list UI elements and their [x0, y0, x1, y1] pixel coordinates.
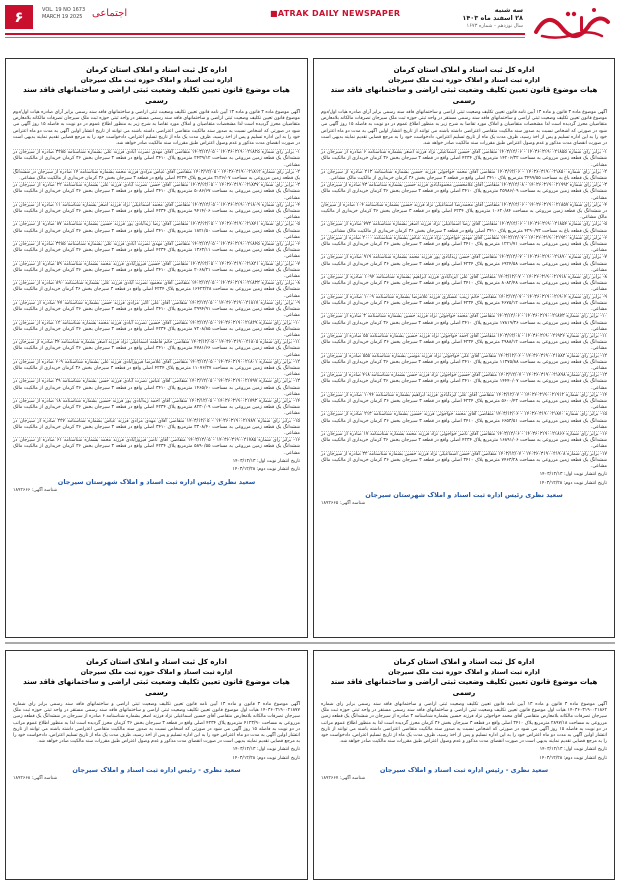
notice-entry: ۱۳- برابر رای شماره ۱۴۰۳۶۰۳۱۹۰۰۲۱۸۹۸ - ۱۴۰۳/۱۲/۰۷ متقاضی آقای حسین خواجوئی نژاد فرزند حسن بشماره شناسنامه ۴۱۸ صادره از سیرجان در ششدانگ یک قطعه زمین مزروعی به مساحت ۱۴۴۴۰/۰۷ مترمربع پلاک ۳۴۱۰ اصلی واقع در قطعه ۳ سیرجان بخش ۳۶ کرمان خریداری از مالکیت مالک مشاعی.: [321, 373, 607, 391]
publish-date-second: تاریخ انتشار نوبت دوم: ۱۴۰۳/۱۲/۲۸: [539, 755, 607, 761]
issue-date-en: MARCH 19 2025: [42, 14, 83, 20]
publish-date-second: تاریخ انتشار نوبت دوم: ۱۴۰۳/۱۲/۲۸: [232, 467, 300, 473]
notice-headline: هیات موضوع قانون تعیین تکلیف وضعیت ثبتی اراضی و ساختمانهای فاقد سند رسمی: [23, 86, 290, 105]
page-number: ۶: [5, 5, 33, 29]
notice-entry: ۵- برابر رای شماره ۱۴۰۳۶۰۳۱۹۰۰۲۱۸۴۱ - ۱۴۰۳/۱۲/۰۵ متقاضی آقای رضا زیدآبادی پور فرزند حسین بشماره شناسنامه ۸۷ صادره از سیرجان در ششدانگ یک قطعه زمین مزروعی به مساحت ۱۸۲۱/۵۰ مترمربع پلاک ۳۴۱۰ اصلی واقع در قطعه ۳ سیرجان بخش ۳۶ کرمان خریداری از مالکیت مالک مشاعی.: [13, 222, 300, 240]
notice-entry: ۱۰- برابر رای شماره ۱۴۰۳۶۰۳۱۹۰۰۲۱۸۲۹ - ۱۴۰۳/۱۲/۰۵ متقاضی آقای حسین نصرت آبادی فرزند محمد بشماره شناسنامه ۱۲ صادره از سیرجان در ششدانگ یک قطعه زمین مزروعی به مساحت ۷۲۰۸/۸۵ مترمربع پلاک ۴۲۳۴ اصلی واقع در قطعه ۳ سیرجان بخش ۳۶ کرمان خریداری از مالکیت مالک مشاعی.: [13, 320, 300, 338]
notice-entry: ۷- برابر رای شماره ۱۴۰۳۶۰۳۱۹۰۰۲۱۸۹۰ - ۱۴۰۳/۱۲/۰۷ متقاضی آقای حسن زیدآبادی پور فرزند محمد بشماره شناسنامه ۹۱۹ صادره از سیرجان در ششدانگ یک قطعه زمین مزروعی به مساحت ۶۹۲۴/۵۸ مترمربع پلاک ۴۲۳۴ اصلی واقع در قطعه ۳ سیرجان بخش ۳۶ کرمان خریداری از مالکیت مالک مشاعی.: [321, 255, 607, 273]
notice-intro: آگهی موضوع ماده ۳ قانون و ماده ۱۳ آیین نامه قانون تعیین تکلیف وضعیت ثبتی اراضی و ساختمانهای فاقد سند رسمی برابر آرای صادره هیات اول/دوم موضوع قانون تعیین تکلیف وضعیت ثبتی اراضی و ساختمانهای فاقد سند رسمی مستقر در واحد ثبتی حوزه ثبت ملک سیرجان تصرفات مالکانه بلامعارض متقاضیان محرز گردیده است لذا مشخصات متقاضیان و املاک مورد تقاضا به شرح زیر به منظور اطلاع عموم در دو نوبت به فاصله ۱۵ روز آگهی می شود در صورتی که اشخاص نسبت به صدور سند مالکیت متقاضی اعتراضی داشته باشند می توانند از تاریخ انتشار اولین آگهی به مدت دو ماه اعتراض خود را به این اداره تسلیم و پس از اخذ رسید، ظرف مدت یک ماه از تاریخ تسلیم اعتراض، دادخواست خود را به مرجع قضایی تقدیم نمایند بدیهی است در صورت انقضای مدت مذکور و عدم وصول اعتراض طبق مقررات سند مالکیت صادر خواهد شد.: [13, 110, 301, 147]
volume-info: [42, 7, 85, 21]
notice-entry: ۱- برابر رای شماره ۱۴۰۳۶۰۳۱۹۰۰۲۱۸۵۵ - ۱۴۰۳/۱۲/۰۶ متقاضی آقای حسین اسماعیلی نژاد فرزند اصغر بشماره شناسنامه ۶ صادره از سیرجان در ششدانگ یک قطعه زمین مزروعی به مساحت ۱۴۲۰۶/۳۲ مترمربع پلاک ۴۲۳۴ اصلی واقع در قطعه ۳ سیرجان بخش ۳۶ کرمان خریداری از مالکیت مالک مشاعی.: [321, 150, 607, 168]
notice-headline: هیات موضوع قانون تعیین تکلیف وضعیت ثبتی اراضی و ساختمانهای فاقد سند رسمی: [330, 678, 598, 697]
atrak-logo: [528, 2, 614, 44]
publish-date-first: تاریخ انتشار نوبت اول: ۱۴۰۳/۱۲/۱۳: [232, 747, 300, 753]
notice-office: اداره ثبت اسناد و املاک حوزه ثبت ملک سیرجان: [80, 76, 233, 84]
publish-date-first: تاریخ انتشار نوبت اول: ۱۴۰۳/۱۲/۱۳: [232, 458, 300, 464]
notice-entry: ۱۴- برابر رای شماره ۱۴۰۳۶۰۳۱۹۰۰۲۱۹۱۲ - ۱۴۰۳/۱۲/۰۷ متقاضی آقای علی ایزدآبادی فرزند ابراهیم بشماره شناسنامه ۱۰۹۴ صادره از سیرجان در ششدانگ یک قطعه زمین مزروعی به مساحت ۵۶۰۰/۴۳ مترمربع پلاک ۴۲۳۴ اصلی واقع در قطعه ۳ سیرجان بخش ۳۶ کرمان خریداری از مالکیت مالک مشاعی.: [321, 392, 607, 411]
notice-headline: هیات موضوع قانون تعیین تکلیف وضعیت ثبتی اراضی و ساختمانهای فاقد سند رسمی: [330, 86, 598, 105]
notice-entry: ۵- برابر رای شماره ۱۴۰۳۶۰۳۱۹۰۰۲۱۸۵۴ - ۱۴۰۳/۱۲/۰۶ متقاضی آقای رضا اسماعیلی نژاد فرزند اصغر بشماره شناسنامه ۷۷۳ صادره از سیرجان در ششدانگ یک قطعه باغ به مساحت ۴۲۹۰/۹۳ مترمربع پلاک ۳۴۱۰ اصلی واقع در قطعه ۳ سیرجان بخش ۳۶ کرمان خریداری از مالکیت مالک مشاعی.: [321, 222, 607, 234]
notice-entry: ۶- برابر رای شماره ۱۴۰۳۶۰۳۱۹۰۰۲۱۸۴۵ - ۱۴۰۳/۱۲/۰۵ متقاضی آقای مهدی نصرت آبادی فرزند علی بشماره شناسنامه ۳۲۸۵ صادره از سیرجان در ششدانگ یک قطعه زمین مزروعی به مساحت ۱۳۶۳/۱۱ مترمربع پلاک ۴۲۳۴ اصلی واقع در قطعه ۳ سیرجان بخش ۳۶ کرمان خریداری از مالکیت مالک مشاعی.: [13, 242, 300, 260]
notice-organization: اداره کل ثبت اسناد و املاک استان کرمان: [393, 658, 535, 666]
notice-entry: ۱۶- برابر رای شماره ۱۴۰۳۶۰۳۱۹۰۰۲۱۸۶۶ - ۱۴۰۳/۱۲/۰۶ متقاضی آقای ناصر خواجوئی نژاد فرزند محمد بشماره شناسنامه ۱۷ صادره از سیرجان در ششدانگ یک قطعه زمین مزروعی به مساحت ۱۶۸۹۱/۰۶ مترمربع پلاک ۴۲۳۴ اصلی واقع در قطعه ۳ سیرجان بخش ۳۶ کرمان خریداری از مالکیت مالک مشاعی.: [321, 431, 607, 450]
notice-ad-id: شناسه آگهی: ۱۸۹۲۶۶۵: [321, 500, 366, 506]
notice-entry: ۹- برابر رای شماره ۱۴۰۳۶۰۳۱۹۰۰۲۱۸۱۷ - ۱۴۰۳/۱۲/۰۵ متقاضی آقای علی اکبر مرادی فرزند حسن بشماره شناسنامه ۴۷ صادره از سیرجان در ششدانگ یک قطعه زمین مزروعی به مساحت ۳۹۹۴/۹۱ مترمربع پلاک ۳۴۱۰ اصلی واقع در قطعه ۳ سیرجان بخش ۳۶ کرمان خریداری از مالکیت مالک مشاعی.: [13, 300, 300, 319]
issue-number: سال نوزدهم - شماره ۱۶۷۳: [466, 23, 523, 29]
publish-date-first: تاریخ انتشار نوبت اول: ۱۴۰۳/۱۲/۱۳: [539, 472, 607, 478]
issue-date: ۲۸ اسفند ماه ۱۴۰۳: [462, 14, 523, 22]
notice-bottom-right: [313, 650, 615, 880]
notice-signature: سعید نظری رئیس اداره ثبت اسناد و املاک شهرستان سیرجان: [365, 490, 563, 499]
newspaper-name: ■ATRAK DAILY NEWSPAPER: [270, 9, 401, 18]
notice-entry: ۹- برابر رای شماره ۱۴۰۳۶۰۳۱۹۰۰۲۱۹۰۴ - ۱۴۰۳/۱۲/۰۷ متقاضی خانم زینب عسکری فرزند غلامرضا بشماره شناسنامه ۱۰۰۹ صادره از سیرجان در ششدانگ یک قطعه زمین مزروعی به مساحت ۴۶۷۵/۱۲ مترمربع پلاک ۴۲۳۴ اصلی واقع در قطعه ۳ سیرجان بخش ۳۶ کرمان خریداری از مالکیت مالک مشاعی.: [321, 294, 607, 313]
notice-entry: ۶- برابر رای شماره ۱۴۰۳۶۰۳۱۹۰۰۲۱۹۲۰ - ۱۴۰۳/۱۲/۰۷ متقاضی آقای مهدی خواجوئی نژاد فرزند عباس بشماره شناسنامه ۲۰۰۰ صادره از سیرجان در ششدانگ یک قطعه زمین مزروعی به مساحت ۱۲۲۱/۷۱ مترمربع پلاک ۳۴۱۰ اصلی واقع در قطعه ۳ سیرجان بخش ۳۶ کرمان خریداری از مالکیت مالک مشاعی.: [321, 235, 607, 254]
notice-intro: آگهی موضوع ماده ۳ قانون و ماده ۱۳ آیین نامه قانون تعیین تکلیف وضعیت ثبتی اراضی و ساختمانهای فاقد سند رسمی برابر رای شماره ۱۴۰۳۶۰۳۱۹۰۰۲۱۸۶۲ هیات اول موضوع قانون تعیین تکلیف وضعیت ثبتی اراضی و ساختمانهای فاقد سند رسمی مستقر در واحد ثبتی حوزه ثبت ملک سیرجان تصرفات مالکانه بلامعارض متقاضی آقای محمد خواجوئی نژاد فرزند حسین بشماره شناسنامه ۳ صادره از سیرجان در ششدانگ یک قطعه زمین مزروعی به مساحت ۲۸۹۷/۱۸ مترمربع پلاک ۳۴۱۰ اصلی واقع در قطعه ۳ سیرجان بخش ۳۶ کرمان محرز گردیده است لذا به منظور اطلاع عموم مراتب در دو نوبت به فاصله ۱۵ روز آگهی می شود در صورتی که اشخاص نسبت به صدور سند مالکیت متقاضی اعتراضی داشته باشند می توانند از تاریخ انتشار اولین آگهی به مدت دو ماه اعتراض خود را به این اداره تسلیم و پس از اخذ رسید، ظرف مدت یک ماه از تاریخ تسلیم اعتراض، دادخواست خود را به مرجع قضایی تقدیم نمایند بدیهی است در صورت انقضای مدت مذکور و عدم وصول اعتراض طبق مقررات سند مالکیت صادر خواهد شد.: [321, 702, 607, 745]
notice-entry: ۱۷- برابر رای شماره ۱۴۰۳۶۰۳۱۹۰۰۲۱۹۰۸ - ۱۴۰۳/۱۲/۰۷ متقاضی آقای حسن اسماعیلی نژاد فرزند حسین بشماره شناسنامه ۳۲ صادره از سیرجان در ششدانگ یک قطعه زمین مزروعی به مساحت ۷۴۶۳/۲۸ مترمربع پلاک ۳۴۱۰ اصلی واقع در قطعه ۳ سیرجان بخش ۳۶ کرمان خریداری از مالکیت مالک مشاعی.: [321, 451, 607, 469]
masthead: [0, 0, 620, 52]
notice-top-left: [5, 58, 308, 638]
notice-entry: ۱۵- برابر رای شماره ۱۴۰۳۶۰۳۱۹۰۰۲۱۷۸۹ - ۱۴۰۳/۱۲/۰۵ متقاضی آقای مهدی مرادی فرزند عباس بشماره شناسنامه ۲۲۷ صادره از سیرجان در ششدانگ یک قطعه زمین مزروعی به مساحت ۳۳۰۸/۴۰ مترمربع پلاک ۳۴۱۰ اصلی واقع در قطعه ۳ سیرجان بخش ۳۶ کرمان خریداری از مالکیت مالک مشاعی.: [13, 418, 300, 436]
notice-entry: ۳- برابر رای شماره ۱۴۰۳۶۰۳۱۹۰۰۲۱۹۹۲ - ۱۴۰۳/۱۲/۰۸ متقاضی آقای غلامحسین محمودآبادی فرزند حسین بشماره شناسنامه ۴۳ صادره از سیرجان در ششدانگ یک قطعه زمین مزروعی به مساحت ۲۵۹۸۶/۰۹ مترمربع پلاک ۳۴۱۰ اصلی واقع در قطعه ۳ سیرجان بخش ۳۶ کرمان خریداری از مالکیت مالک مشاعی.: [321, 183, 607, 201]
notice-ad-id: شناسه آگهی: ۱۸۹۲۶۶۷: [321, 776, 366, 782]
notice-entry: ۱- برابر رای شماره ۱۴۰۳۶۰۳۱۹۰۰۲۱۸۲۵ - ۱۴۰۳/۱۲/۰۵ متقاضی آقای مهدی نصرت آبادی فرزند علی بشماره شناسنامه ۳۲۸۵ صادره از سیرجان در ششدانگ یک قطعه زمین مزروعی به مساحت ۲۴۳۹/۱۲ مترمربع پلاک ۳۴۱۰ اصلی واقع در قطعه ۳ سیرجان بخش ۳۶ کرمان خریداری از مالکیت مالک مشاعی.: [13, 150, 300, 168]
notice-office: اداره ثبت اسناد و املاک حوزه ثبت ملک سیرجان: [388, 76, 540, 84]
notice-entry: ۱۲- برابر رای شماره ۱۴۰۳۶۰۳۱۹۰۰۲۱۸۸۲ - ۱۴۰۳/۱۲/۰۶ متقاضی آقای علی خواجوئی نژاد فرزند موسی بشماره شناسنامه ۵۵۵ صادره از سیرجان در ششدانگ یک قطعه زمین مزروعی به مساحت ۱۱۳۷۵/۸۸ مترمربع پلاک ۳۴۱۰ اصلی واقع در قطعه ۳ سیرجان بخش ۳۶ کرمان خریداری از مالکیت مالک مشاعی.: [321, 353, 607, 371]
notice-organization: اداره کل ثبت اسناد و املاک استان کرمان: [86, 66, 227, 74]
publish-date-first: تاریخ انتشار نوبت اول: ۱۴۰۳/۱۲/۱۳: [539, 747, 607, 753]
notice-entry: ۷- برابر رای شماره ۱۴۰۳۶۰۳۱۹۰۰۲۱۸۲۱ - ۱۴۰۳/۱۲/۰۵ متقاضی آقای حسین فیروزآبادی فرزند محمد بشماره شناسنامه ۵۹ صادره از سیرجان در ششدانگ یک قطعه زمین مزروعی به مساحت ۲۰۶۸/۲۱ مترمربع پلاک ۳۴۱۰ اصلی واقع در قطعه ۳ سیرجان بخش ۳۶ کرمان خریداری از مالکیت مالک مشاعی.: [13, 261, 300, 280]
notice-entry: ۳- برابر رای شماره ۱۴۰۳۶۰۳۱۹۰۰۲۱۸۳۷ - ۱۴۰۳/۱۲/۰۵ متقاضی آقای حسن نصرت آبادی فرزند علی بشماره شناسنامه ۲۲ صادره از سیرجان در ششدانگ یک قطعه زمین مزروعی به مساحت ۵۰۸۶/۶۷ مترمربع پلاک ۳۴۱۰ اصلی واقع در قطعه ۳ سیرجان بخش ۳۶ کرمان خریداری از مالکیت مالک مشاعی.: [13, 183, 300, 201]
notice-ad-id: شناسه آگهی: ۱۸۹۲۶۶۶: [13, 487, 58, 493]
notice-entry: ۴- برابر رای شماره ۱۴۰۳۶۰۳۱۹۰۰۲۱۸۵۷ - ۱۴۰۳/۱۲/۰۶ متقاضی آقای محمدرضا اسماعیلی نژاد فرزند حسین بشماره شناسنامه ۱۰۴ صادره از سیرجان در ششدانگ یک قطعه زمین مزروعی به مساحت ۱۰۶۲۰/۸۴ مترمربع پلاک ۴۲۳۴ اصلی واقع در قطعه ۳ سیرجان بخش ۳۶ کرمان خریداری از مالکیت مالک مشاعی.: [321, 202, 608, 221]
masthead-rule: [5, 33, 525, 35]
notice-entry: ۱۴- برابر رای شماره ۱۴۰۳۶۰۳۱۹۰۰۲۱۷۹۳ - ۱۴۰۳/۱۲/۰۵ متقاضی آقای احمد زیدآبادی پور فرزند حسین بشماره شناسنامه ۱۸ صادره از سیرجان در ششدانگ یک قطعه زمین مزروعی به مساحت ۸۲۳۰/۰۹ مترمربع پلاک ۴۲۳۴ اصلی واقع در قطعه ۳ سیرجان بخش ۳۶ کرمان خریداری از مالکیت مالک مشاعی.: [13, 398, 300, 417]
publish-date-second: تاریخ انتشار نوبت دوم: ۱۴۰۳/۱۲/۲۸: [539, 480, 607, 486]
volume-number: VOL. 19 NO 1673: [42, 7, 86, 13]
notice-organization: اداره کل ثبت اسناد و املاک استان کرمان: [393, 66, 535, 74]
notice-signature: سعید نظری - رئیس اداره ثبت اسناد و املاک سیرجان: [379, 766, 549, 775]
notice-entry: ۱۰- برابر رای شماره ۱۴۰۳۶۰۳۱۹۰۰۲۱۸۷۳ - ۱۴۰۳/۱۲/۰۶ متقاضی آقای محمد خواجوئی نژاد فرزند حسین بشماره شناسنامه ۳ صادره از سیرجان در ششدانگ یک قطعه زمین مزروعی به مساحت ۱۷۸۱۹/۳۶ مترمربع پلاک ۳۴۱۰ اصلی واقع در قطعه ۳ سیرجان بخش ۳۶ کرمان خریداری از مالکیت مالک مشاعی.: [321, 314, 607, 332]
notice-headline: هیات موضوع قانون تعیین تکلیف وضعیت ثبتی اراضی و ساختمانهای فاقد سند رسمی: [23, 678, 290, 697]
notice-entry: ۲- برابر رای شماره ۱۴۰۳۶۰۳۱۹۰۰۲۱۸۱۲ - ۱۴۰۳/۱۲/۰۵ متقاضی آقای عباس مرادی فرزند محمد بشماره شناسنامه ۱۴ صادره از سیرجان در ششدانگ یک قطعه زمین مزروعی به مساحت ۳۱۳۶/۰۷ مترمربع پلاک ۴۲۳۴ اصلی واقع در قطعه ۳ سیرجان بخش ۳۶ کرمان خریداری از مالکیت مالک مشاعی.: [13, 169, 300, 182]
notice-entry: ۱۳- برابر رای شماره ۱۴۰۳۶۰۳۱۹۰۰۲۱۷۹۷ - ۱۴۰۳/۱۲/۰۵ متقاضی آقای عباس نصرت آبادی فرزند حسن بشماره شناسنامه ۲۹ صادره از سیرجان در ششدانگ یک قطعه زمین مزروعی به مساحت ۱۴۶۵/۶۰ مترمربع پلاک ۳۴۱۰ اصلی واقع در قطعه ۳ سیرجان بخش ۳۶ کرمان خریداری از مالکیت مالک مشاعی.: [13, 379, 301, 397]
date-block: [435, 6, 523, 30]
notice-office: اداره ثبت اسناد و املاک حوزه ثبت ملک سیرجان: [388, 668, 540, 676]
masthead-rule-thin: [5, 37, 525, 38]
notice-ad-id: شناسه آگهی: ۱۸۹۲۶۶۸: [13, 776, 58, 782]
section-title: اجتماعی: [92, 8, 128, 19]
section-divider: [5, 642, 615, 644]
notice-organization: اداره کل ثبت اسناد و املاک استان کرمان: [86, 658, 227, 666]
weekday: سه شنبه: [494, 6, 523, 14]
notice-entry: ۴- برابر رای شماره ۱۴۰۳۶۰۳۱۹۰۰۲۱۸۰۹ - ۱۴۰۳/۱۲/۰۵ متقاضی آقای محمد اسماعیلی نژاد فرزند اصغر بشماره شناسنامه ۱۱ صادره از سیرجان در ششدانگ یک قطعه زمین مزروعی به مساحت ۹۴۱۴/۰۶ مترمربع پلاک ۴۲۳۴ اصلی واقع در قطعه ۳ سیرجان بخش ۳۶ کرمان خریداری از مالکیت مالک مشاعی.: [13, 202, 300, 221]
notice-entry: ۱۱- برابر رای شماره ۱۴۰۳۶۰۳۱۹۰۰۲۱۸۰۵ - ۱۴۰۳/۱۲/۰۵ متقاضی خانم فاطمه اسماعیلی نژاد فرزند اصغر بشماره شناسنامه ۳۴ صادره از سیرجان در ششدانگ یک قطعه زمین مزروعی به مساحت ۴۷۸۱/۶۶ مترمربع پلاک ۳۴۱۰ اصلی واقع در قطعه ۳ سیرجان بخش ۳۶ کرمان خریداری از مالکیت مالک مشاعی.: [13, 340, 300, 358]
notice-entry: ۱۵- برابر رای شماره ۱۴۰۳۶۰۳۱۹۰۰۲۱۸۷۰ - ۱۴۰۳/۱۲/۰۶ متقاضی آقای محمد خواجوئی فرزند حسین بشماره شناسنامه ۲۱۳ صادره از سیرجان در ششدانگ یک قطعه زمین مزروعی به مساحت ۶۶۵۳/۵۱ مترمربع پلاک ۳۴۱۰ اصلی واقع در قطعه ۳ سیرجان بخش ۳۶ کرمان خریداری از مالکیت مالک مشاعی.: [321, 412, 607, 430]
notice-entry: ۱۱- برابر رای شماره ۱۴۰۳۶۰۳۱۹۰۰۲۱۹۳۶ - ۱۴۰۳/۱۲/۰۸ متقاضی آقای احمد خواجوئی نژاد فرزند حسین بشماره شناسنامه ۵۵ صادره از سیرجان در ششدانگ یک قطعه زمین مزروعی به مساحت ۲۹۸۸/۱۲ مترمربع پلاک ۴۲۳۴ اصلی واقع در قطعه ۳ سیرجان بخش ۳۶ کرمان خریداری از مالکیت مالک مشاعی.: [321, 333, 607, 352]
notice-signature: سعید نظری - رئیس اداره ثبت اسناد و املاک سیرجان: [72, 766, 241, 775]
notice-signature: سعید نظری رئیس اداره ثبت اسناد و املاک شهرستان سیرجان: [57, 477, 256, 486]
notice-intro: آگهی موضوع ماده ۳ قانون و ماده ۱۳ آیین نامه قانون تعیین تکلیف وضعیت ثبتی اراضی و ساختمانهای فاقد سند رسمی برابر رای شماره ۱۴۰۳۶۰۳۱۹۰۰۲۱۸۷۷ هیات اول موضوع قانون تعیین تکلیف وضعیت ثبتی اراضی و ساختمانهای فاقد سند رسمی مستقر در واحد ثبتی حوزه ثبت ملک سیرجان تصرفات مالکانه بلامعارض متقاضی آقای حسین اسماعیلی نژاد فرزند اصغر بشماره شناسنامه ۶ صادره از سیرجان در ششدانگ یک قطعه زمین مزروعی به مساحت ۴۱۲۳/۹۰ مترمربع پلاک ۴۲۳۴ اصلی واقع در قطعه ۳ سیرجان بخش ۳۶ کرمان محرز گردیده است لذا به منظور اطلاع عموم مراتب در دو نوبت به فاصله ۱۵ روز آگهی می شود در صورتی که اشخاص نسبت به صدور سند مالکیت متقاضی اعتراضی داشته باشند می توانند از تاریخ انتشار اولین آگهی به مدت دو ماه اعتراض خود را به این اداره تسلیم و پس از اخذ رسید، ظرف مدت یک ماه از تاریخ تسلیم اعتراض، دادخواست خود را به مرجع قضایی تقدیم نمایند بدیهی است در صورت انقضای مدت مذکور و عدم وصول اعتراض طبق مقررات سند مالکیت صادر خواهد شد.: [13, 702, 301, 745]
notice-bottom-left: [5, 650, 308, 880]
notice-entry: ۲- برابر رای شماره ۱۴۰۳۶۰۳۱۹۰۰۲۱۸۵۰ - ۱۴۰۳/۱۲/۰۶ متقاضی آقای محمد خواجوئی فرزند حسین بشماره شناسنامه ۲۱۳ صادره از سیرجان در ششدانگ یک قطعه باغ به مساحت ۳۴۹۹/۵۵ مترمربع پلاک ۳۴۱۰ اصلی واقع در قطعه ۳ سیرجان بخش ۳۶ کرمان خریداری از مالکیت مالک مشاعی.: [321, 169, 608, 182]
notice-entry: ۱۶- برابر رای شماره ۱۴۰۳۶۰۳۱۹۰۰۲۱۷۸۵ - ۱۴۰۳/۱۲/۰۵ متقاضی آقای ناصر فیروزآبادی فرزند محمد بشماره شناسنامه ۶۱ صادره از سیرجان در ششدانگ یک قطعه زمین مزروعی به مساحت ۵۸۹۰/۵۵ مترمربع پلاک ۴۲۳۴ اصلی واقع در قطعه ۳ سیرجان بخش ۳۶ کرمان خریداری از مالکیت مالک مشاعی.: [13, 438, 300, 456]
publish-date-second: تاریخ انتشار نوبت دوم: ۱۴۰۳/۱۲/۲۸: [232, 755, 300, 761]
notice-entry: ۸- برابر رای شماره ۱۴۰۳۶۰۳۱۹۰۰۲۱۹۱۸ - ۱۴۰۳/۱۲/۰۷ متقاضی آقای علی ایزدآبادی فرزند ابراهیم بشماره شناسنامه ۱۰۹۴ صادره از سیرجان در ششدانگ یک قطعه زمین مزروعی به مساحت ۸۰۸۲/۴۸ مترمربع پلاک ۳۴۱۰ اصلی واقع در قطعه ۳ سیرجان بخش ۳۶ کرمان خریداری از مالکیت مالک مشاعی.: [321, 275, 607, 293]
notice-entry: ۱۲- برابر رای شماره ۱۴۰۳۶۰۳۱۹۰۰۲۱۸۰۱ - ۱۴۰۳/۱۲/۰۵ متقاضی آقای غلامرضا فیروزآبادی فرزند علی بشماره شناسنامه ۶۰۹ صادره از سیرجان در ششدانگ یک قطعه زمین مزروعی به مساحت ۱۱۰۷۶/۳۷ مترمربع پلاک ۴۲۳۴ اصلی واقع در قطعه ۳ سیرجان بخش ۳۶ کرمان خریداری از مالکیت مالک مشاعی.: [13, 359, 300, 378]
notice-entry: ۸- برابر رای شماره ۱۴۰۳۶۰۳۱۹۰۰۲۱۸۳۳ - ۱۴۰۳/۱۲/۰۵ متقاضی آقای محمود نصرت آبادی فرزند علی بشماره شناسنامه ۸۹۰ صادره از سیرجان در ششدانگ یک قطعه زمین مزروعی به مساحت ۱۶۴۲۳/۲۸ مترمربع پلاک ۴۲۳۴ اصلی واقع در قطعه ۳ سیرجان بخش ۳۶ کرمان خریداری از مالکیت مالک مشاعی.: [13, 281, 300, 299]
notice-office: اداره ثبت اسناد و املاک حوزه ثبت ملک سیرجان: [80, 668, 233, 676]
notice-top-right: [313, 58, 615, 638]
notice-intro: آگهی موضوع ماده ۳ قانون و ماده ۱۳ آیین نامه قانون تعیین تکلیف وضعیت ثبتی اراضی و ساختمانهای فاقد سند رسمی برابر آرای صادره هیات اول/دوم موضوع قانون تعیین تکلیف وضعیت ثبتی اراضی و ساختمانهای فاقد سند رسمی مستقر در واحد ثبتی حوزه ثبت ملک سیرجان تصرفات مالکانه بلامعارض متقاضیان محرز گردیده است لذا مشخصات متقاضیان و املاک مورد تقاضا به شرح زیر به منظور اطلاع عموم در دو نوبت به فاصله ۱۵ روز آگهی می شود در صورتی که اشخاص نسبت به صدور سند مالکیت متقاضی اعتراضی داشته باشند می توانند از تاریخ انتشار اولین آگهی به مدت دو ماه اعتراض خود را به این اداره تسلیم و پس از اخذ رسید، ظرف مدت یک ماه از تاریخ تسلیم اعتراض، دادخواست خود را به مرجع قضایی تقدیم نمایند بدیهی است در صورت انقضای مدت مذکور و عدم وصول اعتراض طبق مقررات سند مالکیت صادر خواهد شد.: [321, 110, 607, 147]
